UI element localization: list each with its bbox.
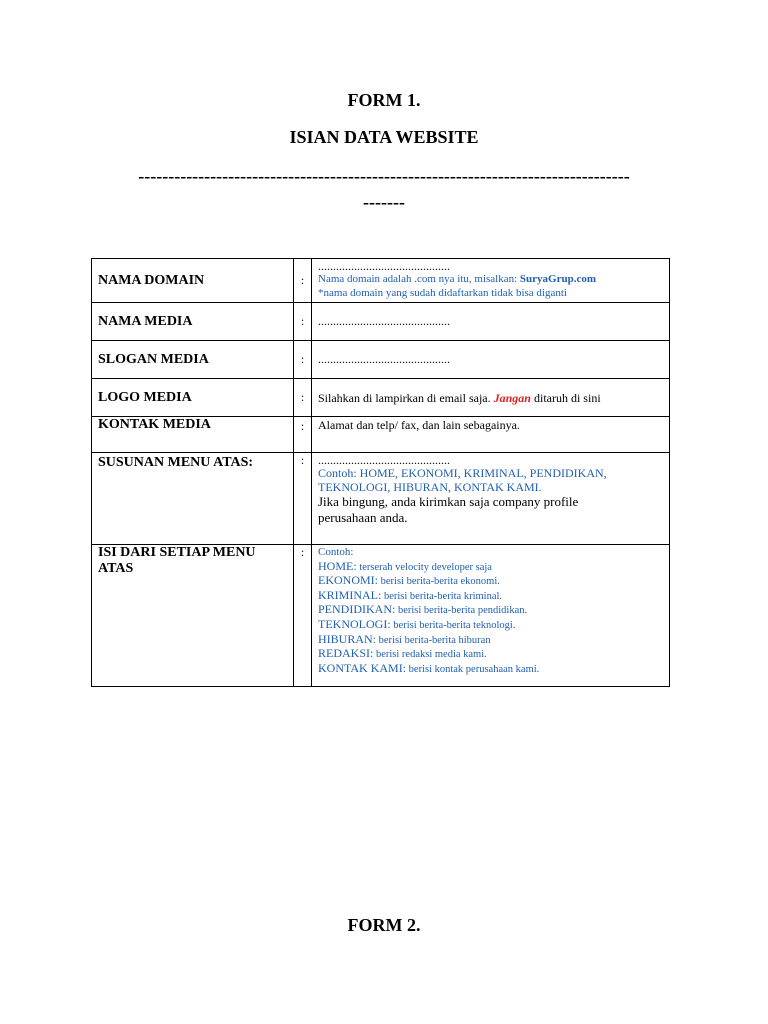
domain-hint-text: Nama domain adalah .com nya itu, misalkan: [318, 273, 520, 285]
website-data-table [91, 258, 670, 687]
menu-item-name: KRIMINAL: [318, 587, 382, 602]
colon-separator: : [294, 259, 312, 303]
menu-item-desc: berisi berita-berita teknologi. [390, 619, 516, 631]
menu-item-name: TEKNOLOGI: [318, 616, 391, 631]
form2-title: FORM 2. [347, 915, 421, 935]
domain-note: *nama domain yang sudah didaftarkan tidak bisa diganti [318, 287, 567, 299]
menu-item-name: KONTAK KAMI: [318, 660, 407, 675]
colon-separator: : [294, 303, 312, 341]
value-susunan-menu [312, 453, 670, 545]
menu-item-name: PENDIDIKAN: [318, 602, 396, 617]
logo-emphasis: Jangan [493, 390, 531, 405]
label-nama-media: NAMA MEDIA [92, 303, 294, 341]
isi-menu-list [318, 560, 663, 677]
label-logo-media: LOGO MEDIA [92, 379, 294, 417]
form1-title: FORM 1. [347, 90, 421, 110]
table-row-menu [92, 453, 670, 545]
table-row-domain [92, 259, 670, 303]
fill-in-dots: ............................................ [318, 314, 450, 328]
menu-item-name: EKONOMI: [318, 573, 378, 588]
list-item [318, 560, 663, 575]
menu-note-line2: perusahaan anda. [318, 510, 408, 525]
value-kontak-media: Alamat dan telp/ fax, dan lain sebagainya. [312, 417, 670, 453]
domain-hint [318, 272, 663, 286]
isi-intro: Contoh: [318, 546, 354, 558]
menu-note-line1: Jika bingung, anda kirimkan saja company profile [318, 494, 579, 509]
value-slogan-media [312, 341, 670, 379]
label-slogan-media: SLOGAN MEDIA [92, 341, 294, 379]
menu-item-desc: terserah velocity developer saja [356, 561, 492, 573]
logo-text-before: Silahkan di lampirkan di email saja. [318, 390, 494, 405]
form1-subtitle: ISIAN DATA WEBSITE [289, 127, 479, 147]
menu-item-name: HOME: [318, 558, 357, 573]
menu-item-name: REDAKSI: [318, 646, 374, 661]
menu-example-line1: Contoh: HOME, EKONOMI, KRIMINAL, PENDIDIKAN, [318, 466, 607, 480]
menu-item-name: HIBURAN: [318, 631, 377, 646]
list-item [318, 618, 663, 633]
table-row-isi-menu [92, 545, 670, 687]
list-item [318, 647, 663, 662]
menu-item-desc: berisi kontak perusahaan kami. [406, 663, 540, 675]
dash-separator-line2: ------- [363, 192, 405, 212]
menu-example-line2: TEKNOLOGI, HIBURAN, KONTAK KAMI. [318, 480, 542, 494]
menu-item-desc: berisi berita-berita kriminal. [381, 590, 503, 602]
table-row-logo [92, 379, 670, 417]
value-logo-media [312, 379, 670, 417]
logo-text-after: ditaruh di sini [530, 390, 601, 405]
colon-separator: : [294, 379, 312, 417]
fill-in-dots: ............................................ [318, 453, 450, 467]
list-item [318, 603, 663, 618]
dash-separator-line1: ---------------------------------------------------------------------------------- [138, 166, 630, 186]
table-row-media [92, 303, 670, 341]
fill-in-dots: ............................................ [318, 352, 450, 366]
value-isi-menu [312, 545, 670, 687]
colon-separator: : [294, 341, 312, 379]
domain-example: SuryaGrup.com [519, 273, 597, 285]
menu-item-desc: berisi berita-berita ekonomi. [378, 576, 500, 588]
fill-in-dots: ............................................ [318, 259, 450, 273]
list-item [318, 589, 663, 604]
label-nama-domain: NAMA DOMAIN [92, 259, 294, 303]
value-nama-media [312, 303, 670, 341]
menu-item-desc: berisi redaksi media kami. [373, 649, 487, 661]
label-kontak-media: KONTAK MEDIA [92, 417, 294, 453]
table-row-slogan [92, 341, 670, 379]
list-item [318, 574, 663, 589]
list-item [318, 662, 663, 677]
colon-separator: : [294, 545, 312, 687]
label-susunan-menu: SUSUNAN MENU ATAS: [92, 453, 294, 545]
table-row-kontak [92, 417, 670, 453]
menu-item-desc: berisi berita-berita hiburan [376, 634, 491, 646]
menu-item-desc: berisi berita-berita pendidikan. [395, 605, 528, 617]
colon-separator: : [294, 417, 312, 453]
colon-separator: : [294, 453, 312, 545]
value-nama-domain [312, 259, 670, 303]
list-item [318, 633, 663, 648]
label-isi-menu: ISI DARI SETIAP MENU ATAS [92, 545, 294, 687]
